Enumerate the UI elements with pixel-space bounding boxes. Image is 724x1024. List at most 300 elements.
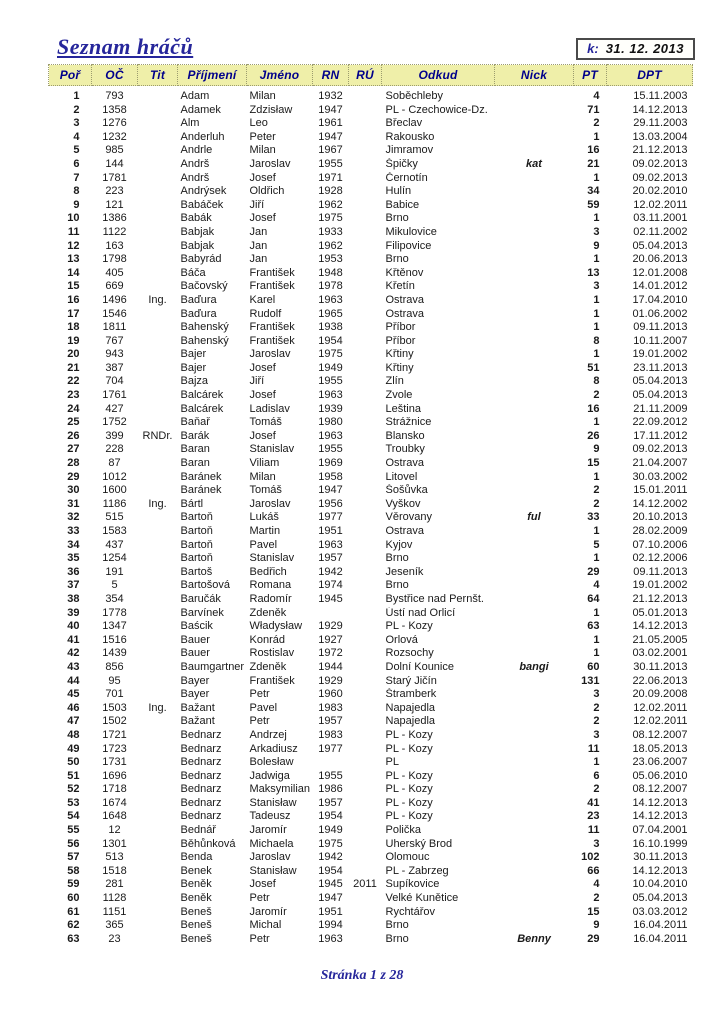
- cell-tit: [138, 321, 178, 335]
- cell-pt: 16: [587, 144, 600, 157]
- cell-ru: [349, 552, 382, 566]
- cell-nick: [495, 688, 574, 702]
- cell-ru: [349, 498, 382, 512]
- cell-tit: [138, 593, 178, 607]
- cell-rn: 1969: [318, 457, 343, 470]
- cell-prijmeni: Bačovský: [180, 280, 228, 293]
- cell-pt: 41: [587, 796, 600, 809]
- cell-por: 63: [67, 932, 80, 945]
- cell-jmeno: Stanislav: [249, 443, 295, 456]
- cell-ru: 2011: [353, 878, 377, 891]
- cell-jmeno: Konrád: [249, 633, 285, 646]
- cell-pt: 4: [593, 878, 600, 891]
- table-row: [49, 321, 693, 335]
- cell-oc: 701: [105, 688, 124, 701]
- cell-tit: [138, 770, 178, 784]
- cell-prijmeni: Bayer: [180, 688, 210, 701]
- cell-pt: 21: [587, 157, 600, 170]
- cell-por: 4: [73, 130, 80, 143]
- cell-pt: 3: [593, 280, 600, 293]
- cell-odkud: Ostrava: [385, 457, 425, 470]
- cell-ru: [349, 389, 382, 403]
- cell-tit: [138, 783, 178, 797]
- cell-oc: 5: [111, 579, 118, 592]
- cell-ru: [349, 865, 382, 879]
- cell-nick: [495, 104, 574, 118]
- cell-pt: 63: [587, 620, 600, 633]
- cell-jmeno: Jaroslav: [249, 348, 291, 361]
- cell-por: 48: [67, 728, 80, 741]
- cell-pt: 34: [587, 185, 600, 198]
- cell-pt: 33: [587, 511, 600, 524]
- cell-ru: [349, 892, 382, 906]
- cell-nick: [495, 634, 574, 648]
- cell-dpt: 09.11.2013: [633, 565, 688, 578]
- cell-dpt: 16.10.1999: [632, 837, 688, 850]
- cell-por: 14: [67, 266, 80, 279]
- cell-oc: 365: [105, 919, 124, 932]
- cell-jmeno: František: [249, 674, 295, 687]
- cell-pt: 1: [593, 212, 600, 225]
- cell-pt: 2: [593, 715, 600, 728]
- cell-pt: 3: [593, 728, 600, 741]
- cell-nick: [495, 838, 574, 852]
- cell-dpt: 12.02.2011: [633, 715, 688, 728]
- page-number: Stránka 1 z 28: [320, 968, 404, 983]
- cell-jmeno: František: [249, 280, 295, 293]
- column-header-oc: OČ: [92, 65, 138, 86]
- cell-nick: [495, 851, 574, 865]
- cell-rn: 1974: [318, 579, 343, 592]
- table-row: [49, 416, 693, 430]
- cell-nick: [495, 906, 574, 920]
- cell-odkud: PL - Kozy: [385, 728, 433, 741]
- cell-pt: 4: [593, 579, 600, 592]
- cell-tit: [138, 824, 178, 838]
- cell-nick: [495, 525, 574, 539]
- cell-pt: 2: [593, 497, 600, 510]
- cell-rn: 1986: [318, 783, 343, 796]
- cell-oc: 12: [108, 824, 121, 837]
- cell-pt: 1: [593, 647, 600, 660]
- table-row: [49, 729, 693, 743]
- cell-dpt: 09.02.2013: [632, 157, 688, 170]
- cell-nick: [495, 498, 574, 512]
- cell-pt: 66: [587, 864, 600, 877]
- cell-dpt: 02.11.2002: [633, 225, 688, 238]
- cell-dpt: 20.06.2013: [632, 253, 688, 266]
- cell-ru: [349, 919, 382, 933]
- cell-pt: 2: [593, 892, 600, 905]
- cell-odkud: Břeclav: [385, 117, 423, 130]
- cell-odkud: Příbor: [385, 334, 416, 347]
- cell-rn: 1956: [318, 497, 343, 510]
- cell-tit: [138, 362, 178, 376]
- table-row: [49, 308, 693, 322]
- cell-oc: 943: [105, 348, 124, 361]
- cell-por: 58: [67, 864, 80, 877]
- cell-oc: 856: [105, 660, 124, 673]
- cell-ru: [349, 620, 382, 634]
- cell-jmeno: Ladislav: [249, 402, 290, 415]
- page-title: Seznam hráčů: [57, 34, 194, 59]
- cell-nick: [495, 280, 574, 294]
- cell-ru: [349, 362, 382, 376]
- table-row: [49, 375, 693, 389]
- cell-odkud: Šošůvka: [385, 484, 428, 497]
- cell-odkud: Polička: [385, 824, 421, 837]
- cell-tit: [138, 810, 178, 824]
- cell-jmeno: Josef: [249, 361, 276, 374]
- cell-odkud: Ostrava: [385, 525, 425, 537]
- cell-dpt: 30.11.2013: [633, 660, 688, 673]
- cell-ru: [349, 375, 382, 389]
- cell-tit: [138, 226, 178, 240]
- cell-ru: [349, 430, 382, 444]
- cell-oc: 1696: [102, 769, 127, 782]
- cell-nick: [495, 131, 574, 145]
- cell-oc: 1496: [102, 293, 127, 306]
- column-header-por: Poř: [49, 65, 92, 86]
- cell-ru: [349, 240, 382, 254]
- cell-oc: 1301: [102, 837, 127, 850]
- cell-dpt: 22.06.2013: [632, 674, 688, 687]
- cell-por: 59: [67, 878, 80, 891]
- cell-odkud: Křtěnov: [385, 266, 424, 279]
- cell-jmeno: Petr: [249, 688, 270, 701]
- cell-nick: [495, 607, 574, 621]
- cell-por: 57: [67, 851, 80, 864]
- cell-prijmeni: Bažant: [180, 715, 215, 728]
- cell-nick: [495, 335, 574, 349]
- cell-pt: 1: [593, 130, 600, 143]
- table-row: [49, 389, 693, 403]
- cell-oc: 1723: [102, 742, 127, 755]
- cell-por: 2: [73, 103, 80, 116]
- cell-rn: 1948: [318, 266, 343, 279]
- cell-oc: 1347: [102, 620, 127, 633]
- cell-nick: [495, 308, 574, 322]
- cell-dpt: 14.12.2013: [632, 810, 688, 823]
- cell-odkud: Mikulovice: [385, 225, 437, 238]
- cell-oc: 399: [105, 429, 124, 442]
- cell-prijmeni: Bayer: [180, 674, 210, 687]
- cell-dpt: 05.04.2013: [632, 375, 688, 388]
- cell-rn: 1933: [318, 225, 343, 238]
- cell-por: 60: [67, 892, 80, 905]
- cell-pt: 4: [593, 90, 600, 102]
- cell-por: 26: [67, 429, 80, 442]
- cell-dpt: 05.04.2013: [632, 892, 688, 905]
- cell-rn: 1977: [318, 742, 343, 755]
- as-of-date-value: 31. 12. 2013: [605, 41, 684, 56]
- cell-ru: [349, 321, 382, 335]
- cell-prijmeni: Bednarz: [180, 769, 222, 782]
- cell-pt: 2: [593, 484, 600, 497]
- cell-prijmeni: Bažant: [180, 701, 215, 714]
- cell-prijmeni: Baścik: [180, 620, 213, 633]
- cell-prijmeni: Bednarz: [180, 783, 222, 796]
- cell-prijmeni: Beneš: [180, 919, 212, 932]
- cell-odkud: Křtiny: [385, 348, 414, 361]
- cell-dpt: 29.11.2003: [633, 117, 688, 130]
- cell-odkud: Vyškov: [385, 497, 421, 510]
- cell-tit: [138, 743, 178, 757]
- cell-jmeno: Maksymilian: [249, 783, 311, 796]
- cell-ru: [349, 715, 382, 729]
- cell-pt: 1: [593, 171, 600, 184]
- cell-dpt: 23.06.2007: [632, 756, 688, 769]
- cell-rn: 1954: [318, 810, 343, 823]
- table-row: [49, 172, 693, 186]
- cell-prijmeni: Bahenský: [180, 321, 229, 334]
- cell-dpt: 21.11.2009: [633, 402, 688, 415]
- cell-nick: [495, 471, 574, 485]
- cell-ru: [349, 348, 382, 362]
- cell-dpt: 22.09.2012: [632, 416, 688, 429]
- cell-rn: 1955: [318, 443, 343, 456]
- cell-jmeno: Josef: [249, 429, 276, 442]
- cell-dpt: 12.02.2011: [633, 198, 688, 211]
- cell-odkud: Rozsochy: [385, 647, 434, 660]
- cell-por: 19: [67, 334, 80, 347]
- cell-pt: 1: [593, 253, 600, 266]
- players-table: [48, 64, 693, 946]
- table-row: [49, 620, 693, 634]
- cell-prijmeni: Baránek: [180, 470, 222, 483]
- cell-ru: [349, 851, 382, 865]
- cell-nick: [495, 743, 574, 757]
- table-row: [49, 525, 693, 539]
- cell-odkud: Filipovice: [385, 239, 432, 252]
- cell-rn: 1944: [318, 660, 343, 673]
- cell-tit: [138, 240, 178, 254]
- cell-prijmeni: Bajer: [180, 361, 207, 374]
- cell-nick: [495, 715, 574, 729]
- table-row: [49, 566, 693, 580]
- cell-nick: Benny: [517, 932, 551, 945]
- cell-tit: [138, 185, 178, 199]
- cell-por: 41: [67, 633, 80, 646]
- cell-prijmeni: Andrýsek: [180, 185, 227, 198]
- cell-dpt: 21.12.2013: [632, 144, 688, 157]
- column-header-nick: Nick: [495, 65, 574, 86]
- cell-rn: 1963: [318, 293, 343, 306]
- cell-dpt: 30.11.2013: [633, 851, 688, 864]
- cell-oc: 1546: [102, 307, 127, 320]
- cell-pt: 71: [587, 103, 600, 116]
- cell-oc: 387: [105, 361, 124, 374]
- cell-jmeno: Tadeusz: [249, 810, 291, 823]
- cell-ru: [349, 566, 382, 580]
- cell-rn: 1967: [318, 144, 343, 157]
- cell-por: 20: [67, 348, 80, 361]
- cell-jmeno: Milan: [249, 470, 276, 483]
- cell-nick: [495, 86, 574, 104]
- cell-tit: [138, 471, 178, 485]
- cell-rn: 1954: [318, 334, 343, 347]
- cell-nick: [495, 797, 574, 811]
- cell-por: 40: [67, 620, 80, 633]
- cell-tit: [138, 457, 178, 471]
- cell-prijmeni: Bártl: [180, 497, 204, 510]
- cell-nick: [495, 647, 574, 661]
- cell-por: 23: [67, 389, 80, 402]
- cell-dpt: 15.01.2011: [633, 484, 688, 497]
- cell-ru: [349, 185, 382, 199]
- table-row: [49, 715, 693, 729]
- cell-dpt: 17.11.2012: [633, 429, 688, 442]
- cell-nick: [495, 172, 574, 186]
- cell-ru: [349, 131, 382, 145]
- cell-tit: [138, 838, 178, 852]
- cell-por: 24: [67, 402, 80, 415]
- cell-por: 61: [67, 905, 80, 918]
- as-of-date-box: [576, 38, 695, 60]
- cell-rn: 1983: [318, 728, 343, 741]
- cell-nick: ful: [527, 511, 541, 524]
- table-row: [49, 240, 693, 254]
- cell-pt: 60: [587, 660, 600, 673]
- cell-rn: 1945: [318, 878, 343, 891]
- cell-pt: 64: [587, 592, 600, 605]
- cell-jmeno: František: [249, 266, 295, 279]
- table-row: [49, 675, 693, 689]
- cell-tit: RNDr.: [142, 429, 173, 442]
- cell-prijmeni: Bajza: [180, 375, 209, 388]
- cell-tit: [138, 403, 178, 417]
- cell-dpt: 02.12.2006: [632, 552, 688, 565]
- table-row: [49, 280, 693, 294]
- table-row: [49, 131, 693, 145]
- cell-por: 35: [67, 552, 80, 565]
- cell-por: 5: [73, 144, 80, 157]
- table-row: [49, 430, 693, 444]
- cell-rn: 1963: [318, 389, 343, 402]
- cell-pt: 13: [587, 266, 600, 279]
- cell-oc: 513: [105, 851, 124, 864]
- cell-pt: 9: [593, 919, 600, 932]
- cell-prijmeni: Baran: [180, 457, 210, 470]
- cell-prijmeni: Beněk: [180, 892, 212, 905]
- cell-ru: [349, 933, 382, 947]
- cell-jmeno: Lukáš: [249, 511, 279, 524]
- cell-prijmeni: Andrš: [180, 171, 210, 184]
- cell-jmeno: Petr: [249, 715, 270, 728]
- cell-rn: 1942: [318, 565, 343, 578]
- cell-nick: bangi: [519, 660, 549, 673]
- cell-por: 11: [67, 225, 80, 238]
- cell-pt: 3: [593, 225, 600, 238]
- cell-nick: [495, 770, 574, 784]
- table-row: [49, 743, 693, 757]
- cell-rn: 1962: [318, 239, 343, 252]
- cell-por: 33: [67, 525, 80, 537]
- cell-dpt: 18.05.2013: [632, 742, 688, 755]
- cell-oc: 1718: [102, 783, 127, 796]
- cell-oc: 1761: [102, 389, 127, 402]
- cell-dpt: 19.01.2002: [632, 579, 688, 592]
- cell-nick: [495, 253, 574, 267]
- cell-jmeno: Jaroslav: [249, 851, 291, 864]
- cell-nick: [495, 144, 574, 158]
- cell-oc: 1386: [102, 212, 127, 225]
- cell-jmeno: Stanisław: [249, 864, 297, 877]
- cell-dpt: 03.02.2001: [632, 647, 688, 660]
- cell-jmeno: Jaromír: [249, 824, 287, 837]
- column-header-ru: RÚ: [349, 65, 382, 86]
- cell-jmeno: Stanisław: [249, 796, 297, 809]
- cell-pt: 1: [593, 321, 600, 334]
- table-row: [49, 552, 693, 566]
- cell-jmeno: Radomír: [249, 592, 292, 605]
- cell-tit: [138, 729, 178, 743]
- cell-ru: [349, 280, 382, 294]
- cell-pt: 51: [587, 361, 600, 374]
- cell-rn: 1963: [318, 932, 343, 945]
- cell-pt: 5: [593, 538, 600, 551]
- cell-tit: [138, 933, 178, 947]
- cell-nick: [495, 375, 574, 389]
- cell-rn: 1980: [318, 416, 343, 429]
- cell-por: 43: [67, 660, 80, 673]
- cell-jmeno: Jadwiga: [249, 769, 290, 782]
- cell-dpt: 09.11.2013: [633, 321, 688, 334]
- cell-tit: [138, 172, 178, 186]
- cell-rn: [313, 756, 349, 770]
- cell-oc: 427: [105, 402, 124, 415]
- cell-por: 52: [67, 783, 80, 796]
- cell-jmeno: Tomáš: [249, 416, 282, 429]
- cell-nick: [495, 240, 574, 254]
- cell-prijmeni: Babyrád: [180, 253, 222, 266]
- cell-rn: 1957: [318, 715, 343, 728]
- cell-tit: [138, 919, 178, 933]
- cell-tit: Ing.: [148, 701, 167, 714]
- cell-rn: 1953: [318, 253, 343, 266]
- cell-rn: 1949: [318, 361, 343, 374]
- cell-por: 7: [73, 171, 80, 184]
- cell-dpt: 05.06.2010: [632, 769, 688, 782]
- cell-pt: 2: [593, 389, 600, 402]
- cell-pt: 2: [593, 783, 600, 796]
- cell-oc: 144: [105, 157, 124, 170]
- table-row: [49, 117, 693, 131]
- cell-dpt: 21.04.2007: [632, 457, 688, 470]
- players-table-body: [49, 86, 693, 947]
- cell-ru: [349, 144, 382, 158]
- cell-por: 21: [67, 361, 80, 374]
- cell-jmeno: Milan: [249, 144, 276, 157]
- cell-tit: [138, 158, 178, 172]
- cell-nick: [495, 566, 574, 580]
- table-row: [49, 906, 693, 920]
- cell-prijmeni: Benek: [180, 864, 212, 877]
- cell-prijmeni: Beneš: [180, 932, 212, 945]
- cell-rn: 1975: [318, 837, 343, 850]
- cell-prijmeni: Baumgartner: [180, 660, 245, 673]
- cell-rn: 1954: [318, 864, 343, 877]
- cell-tit: Ing.: [148, 293, 167, 306]
- cell-tit: [138, 280, 178, 294]
- cell-prijmeni: Barák: [180, 429, 210, 442]
- cell-ru: [349, 783, 382, 797]
- table-row: [49, 403, 693, 417]
- cell-prijmeni: Bartoň: [180, 525, 213, 537]
- cell-jmeno: Bolesław: [249, 756, 294, 769]
- cell-prijmeni: Andrš: [180, 157, 210, 170]
- cell-odkud: Brno: [385, 919, 409, 932]
